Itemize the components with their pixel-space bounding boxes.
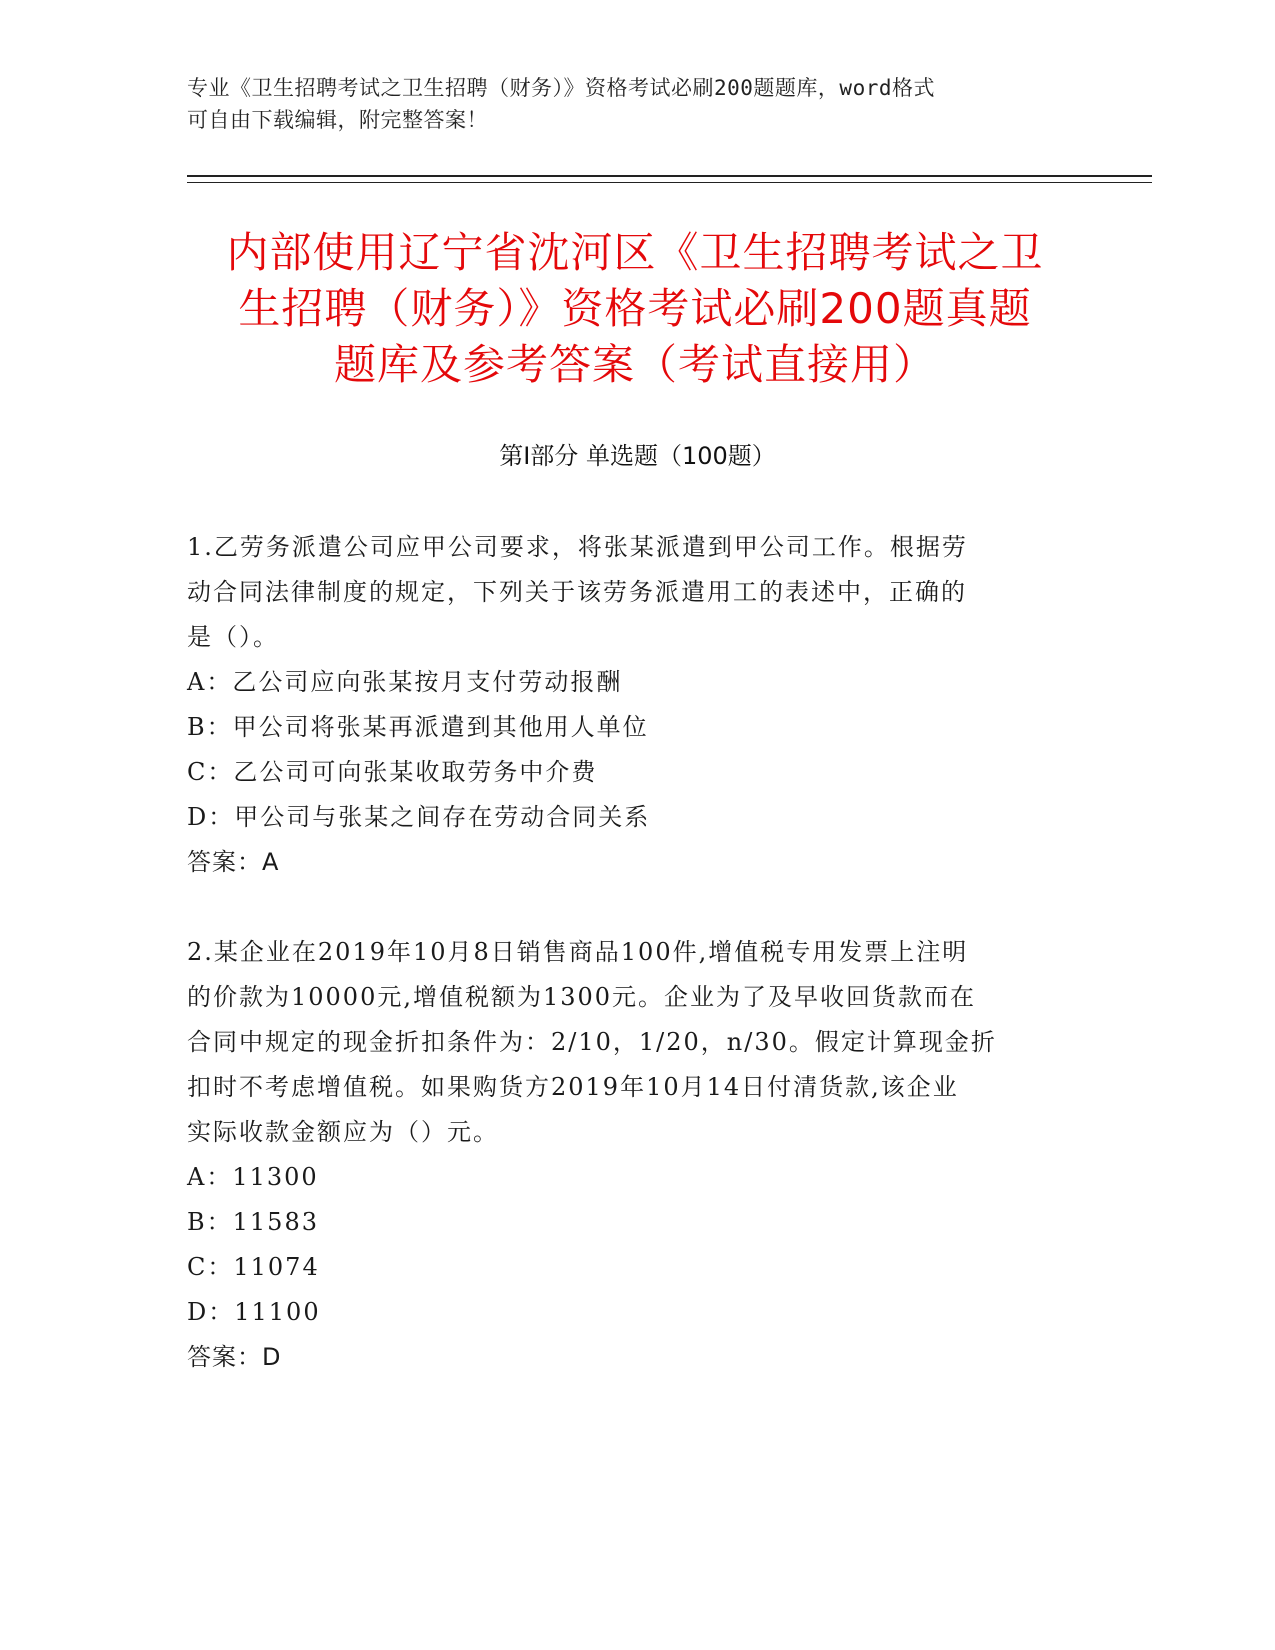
header-note-line: 专业《卫生招聘考试之卫生招聘（财务）》资格考试必刷200题题库，word格式: [187, 76, 935, 100]
title-line: 题库及参考答案（考试直接用）: [333, 340, 936, 389]
header-divider-thin: [187, 182, 1152, 183]
stem-line: 1.乙劳务派遣公司应甲公司要求，将张某派遣到甲公司工作。根据劳: [187, 533, 968, 561]
header-note-line: 可自由下载编辑，附完整答案！: [187, 108, 488, 132]
option-b: B：11583: [187, 1208, 319, 1236]
section-heading: 第Ⅰ部分 单选题（100题）: [499, 442, 776, 470]
option-a: A：乙公司应向张某按月支付劳动报酬: [187, 668, 623, 696]
option-d: D：11100: [187, 1298, 321, 1326]
option-d: D：甲公司与张某之间存在劳动合同关系: [187, 803, 651, 831]
stem-line: 实际收款金额应为（）元。: [187, 1118, 499, 1146]
stem-line: 动合同法律制度的规定，下列关于该劳务派遣用工的表述中，正确的: [187, 578, 967, 606]
stem-line: 扣时不考虑增值税。如果购货方2019年10月14日付清货款,该企业: [187, 1073, 959, 1101]
stem-line: 2.某企业在2019年10月8日销售商品100件,增值税专用发票上注明: [187, 938, 969, 966]
question-stem: [187, 525, 1067, 660]
option-a: A：11300: [187, 1163, 319, 1191]
header-note: [187, 72, 1067, 136]
header-divider-thick: [187, 175, 1152, 177]
option-c: C：11074: [187, 1253, 320, 1281]
stem-line: 合同中规定的现金折扣条件为：2/10，1/20，n/30。假定计算现金折: [187, 1028, 997, 1056]
title-line: 内部使用辽宁省沈河区《卫生招聘考试之卫: [226, 228, 1044, 277]
option-b: B：甲公司将张某再派遣到其他用人单位: [187, 713, 649, 741]
question-stem: [187, 930, 1067, 1155]
option-c: C：乙公司可向张某收取劳务中介费: [187, 758, 598, 786]
question-2: [187, 930, 1067, 1380]
stem-line: 的价款为10000元,增值税额为1300元。企业为了及早收回货款而在: [187, 983, 977, 1011]
stem-line: 是（）。: [187, 623, 279, 651]
question-1: [187, 525, 1067, 885]
answer-label: 答案：D: [187, 1343, 282, 1371]
answer-label: 答案：A: [187, 848, 280, 876]
document-title: [195, 225, 1075, 393]
title-line: 生招聘（财务）》资格考试必刷200题真题: [238, 284, 1032, 333]
